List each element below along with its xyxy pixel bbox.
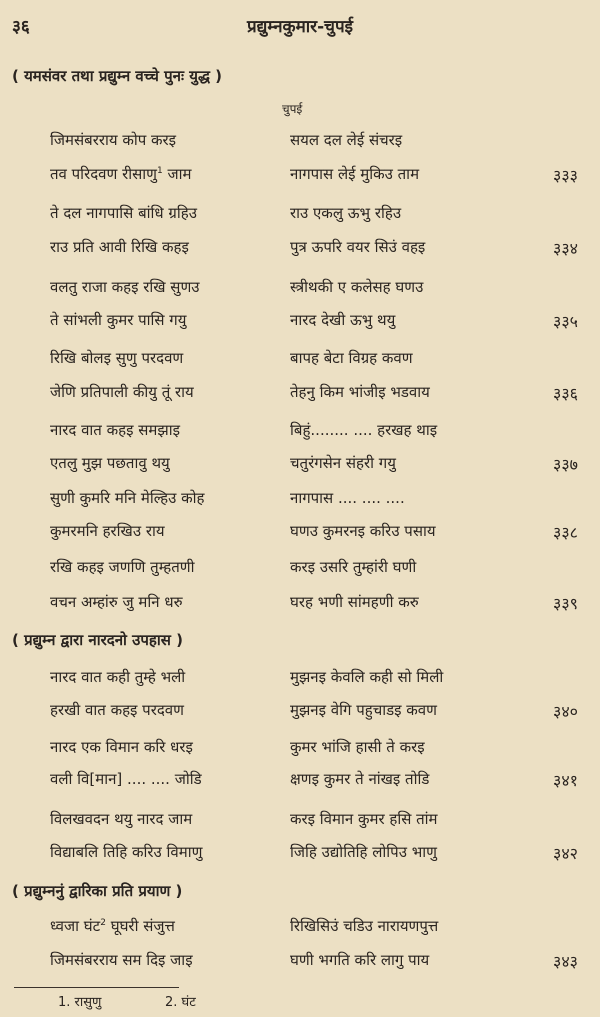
verse-right: घणी भगति करि लागु पाय — [290, 951, 430, 969]
verse-number: ३४० — [553, 702, 578, 721]
verse-line — [0, 700, 600, 724]
verse-line — [0, 237, 600, 261]
verse-left: नारद वात कहइ समझाइ — [50, 421, 180, 439]
verse-line — [0, 130, 600, 154]
verse-left: विलखवदन थयु नारद जाम — [50, 810, 193, 828]
verse-line — [0, 453, 600, 477]
verse-line — [0, 769, 600, 793]
verse-left: ते सांभली कुमर पासि गयु — [50, 311, 187, 329]
verse-line — [0, 950, 600, 974]
verse-right: बिहुं........ .... हरखह थाइ — [290, 421, 438, 439]
verse-left: हरखी वात कहइ परदवण — [50, 701, 184, 719]
verse-number: ३३९ — [553, 594, 578, 613]
verse-left: नारद वात कही तुम्हे भली — [50, 668, 186, 686]
verse-line — [0, 916, 600, 940]
verse-line — [0, 737, 600, 761]
verse-right: नारद देखी ऊभु थयु — [290, 311, 396, 329]
verse-left: एतलु मुझ पछतावु थयु — [50, 454, 170, 472]
section-heading: ( प्रद्युम्न द्वारा नारदनो उपहास ) — [12, 631, 183, 649]
verse-left: विद्याबलि तिहि करिउ विमाणु — [50, 843, 203, 861]
verse-right: क्षणइ कुमर ते नांखइ तोडि — [290, 770, 430, 788]
verse-number: ३३७ — [553, 455, 578, 474]
verse-line — [0, 382, 600, 406]
footnote: 1. रासुणु — [58, 995, 102, 1010]
verse-number: ३३६ — [553, 384, 578, 403]
verse-right: पुत्र ऊपरि वयर सिउं वहइ — [290, 238, 426, 256]
verse-left: ते दल नागपासि बांधि ग्रहिउ — [50, 204, 197, 222]
running-title: प्रद्युम्नकुमार-चुपई — [247, 17, 353, 37]
verse-right: करइ उसरि तुम्हांरी घणी — [290, 558, 417, 576]
verse-line — [0, 488, 600, 512]
verse-right: कुमर भांजि हासी ते करइ — [290, 738, 425, 756]
verse-left: सुणी कुमरि मनि मेल्हिउ कोह — [50, 489, 205, 507]
verse-number: ३३८ — [553, 523, 578, 542]
verse-line — [0, 203, 600, 227]
verse-right: जिहि उद्योतिहि लोपिउ भाणु — [290, 843, 437, 861]
verse-number: ३४३ — [553, 952, 578, 971]
verse-left: तव परिदवण रीसाणु$^1$ जाम — [50, 165, 192, 183]
verse-line — [0, 348, 600, 372]
page-number: ३६ — [12, 17, 30, 37]
verse-number: ३४१ — [553, 771, 578, 790]
verse-line — [0, 557, 600, 581]
verse-left: रिखि बोलइ सुणु परदवण — [50, 349, 184, 367]
verse-line — [0, 277, 600, 301]
verse-line — [0, 809, 600, 833]
verse-left: नारद एक विमान करि धरइ — [50, 738, 193, 756]
footnote-marker: 1 — [157, 166, 163, 176]
verse-right: नागपास .... .... .... — [290, 489, 405, 507]
section-heading: ( यमसंवर तथा प्रद्युम्न वच्चे पुनः युद्ध ) — [12, 67, 223, 85]
verse-right: रिखिसिउं चडिउ नारायणपुत्त — [290, 917, 439, 935]
verse-line — [0, 667, 600, 691]
verse-right: चतुरंगसेन संहरी गयु — [290, 454, 396, 472]
verse-left: वलतु राजा कहइ रखि सुणउ — [50, 278, 200, 296]
verse-right: बापह बेटा विग्रह कवण — [290, 349, 413, 367]
verse-right: करइ विमान कुमर हसि तांम — [290, 810, 438, 828]
verse-left: वचन अम्हांरु जु मनि धरु — [50, 593, 183, 611]
verse-line — [0, 592, 600, 616]
verse-right: घणउ कुमरनइ करिउ पसाय — [290, 522, 436, 540]
verse-left: जेणि प्रतिपाली कीयु तूं राय — [50, 383, 194, 401]
verse-line — [0, 842, 600, 866]
footnote-rule — [14, 987, 179, 988]
verse-number: ३३३ — [553, 166, 578, 185]
verse-left: रखि कहइ जणणि तुम्हतणी — [50, 558, 195, 576]
section-heading: ( प्रद्युम्ननुं द्वारिका प्रति प्रयाण ) — [12, 882, 183, 900]
verse-right: स्त्रीथकी ए कलेसह घणउ — [290, 278, 424, 296]
meter-label: चुपई — [282, 102, 303, 116]
verse-right: राउ एकलु ऊभु रहिउ — [290, 204, 402, 222]
verse-right: तेहनु किम भांजीइ भडवाय — [290, 383, 430, 401]
verse-right: मुझनइ केवलि कही सो मिली — [290, 668, 444, 686]
verse-left: राउ प्रति आवी रिखि कहइ — [50, 238, 189, 256]
verse-right: नागपास लेई मुकिउ ताम — [290, 165, 420, 183]
verse-number: ३३५ — [553, 312, 578, 331]
verse-line — [0, 164, 600, 188]
footnote-marker: 2 — [100, 918, 106, 928]
verse-left: जिमसंबरराय कोप करइ — [50, 131, 177, 149]
verse-left: ध्वजा घंट$^2$ घूघरी संजुत्त — [50, 917, 175, 935]
verse-right: घरह भणी सांमहणी करु — [290, 593, 419, 611]
footnote: 2. घंट — [165, 995, 196, 1010]
verse-left: वली वि[मान] .... .... जोडि — [50, 770, 202, 788]
verse-left: जिमसंबरराय सम दिइ जाइ — [50, 951, 193, 969]
verse-right: सयल दल लेई संचरइ — [290, 131, 403, 149]
verse-line — [0, 420, 600, 444]
verse-number: ३४२ — [553, 844, 578, 863]
verse-line — [0, 310, 600, 334]
verse-number: ३३४ — [553, 239, 578, 258]
verse-right: मुझनइ वेगि पहुचाडइ कवण — [290, 701, 437, 719]
verse-line — [0, 521, 600, 545]
verse-left: कुमरमनि हरखिउ राय — [50, 522, 165, 540]
